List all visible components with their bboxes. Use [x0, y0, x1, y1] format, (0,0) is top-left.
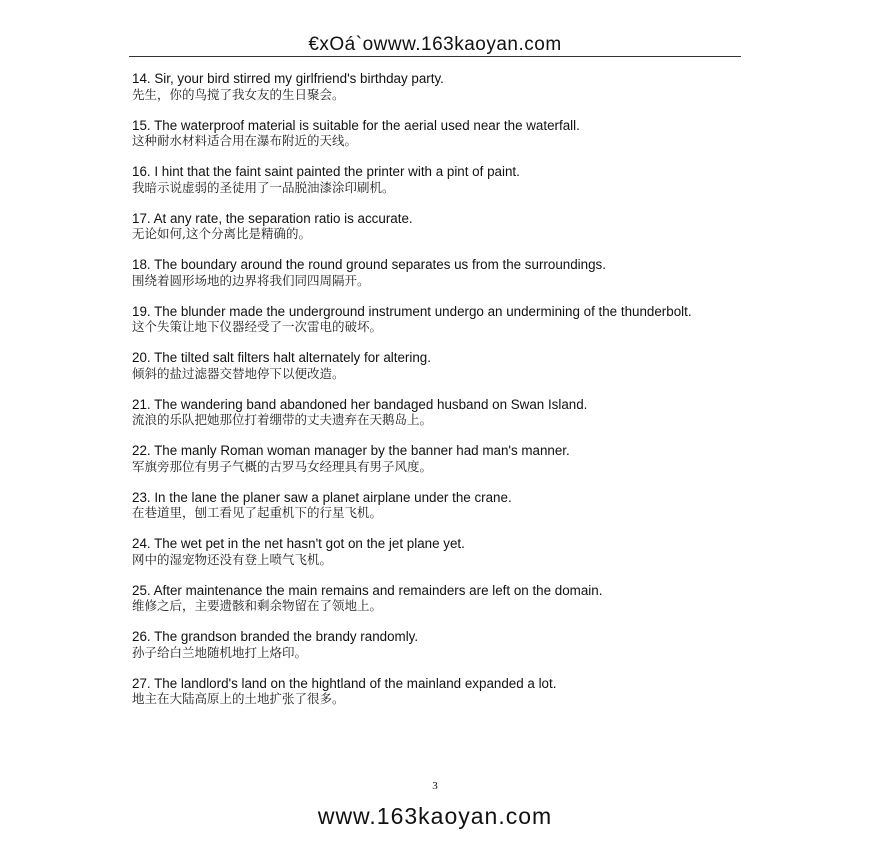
- english-sentence: 18. The boundary around the round ground separates us from the surroundings.: [132, 257, 606, 272]
- chinese-translation: 地主在大陆高原上的土地扩张了很多。: [132, 691, 345, 706]
- chinese-translation: 我暗示说虚弱的圣徒用了一品脱油漆涂印刷机。: [132, 179, 395, 195]
- sentence-entry-16: [132, 164, 740, 196]
- chinese-translation: 军旗旁那位有男子气概的古罗马女经理具有男子风度。: [132, 458, 433, 474]
- english-sentence: 26. The grandson branded the brandy randomly.: [132, 629, 419, 644]
- chinese-translation: 这个失策让地下仪器经受了一次雷电的破坏。: [132, 319, 383, 334]
- english-sentence: 25. After maintenance the main remains and remainders are left on the domain.: [132, 582, 603, 598]
- sentence-entry-27: [132, 676, 740, 708]
- chinese-translation: 先生，你的鸟搅了我女友的生日聚会。: [132, 86, 345, 102]
- sentence-entry-26: [132, 629, 740, 661]
- english-sentence: 20. The tilted salt filters halt alternately for altering.: [132, 350, 431, 365]
- sentence-list: [132, 71, 740, 722]
- page-footer: www.163kaoyan.com: [317, 803, 553, 829]
- english-sentence: 24. The wet pet in the net hasn't got on the jet plane yet.: [132, 536, 465, 551]
- sentence-entry-22: [132, 443, 740, 475]
- page-number: 3: [432, 780, 438, 792]
- sentence-entry-24: [132, 536, 740, 568]
- sentence-entry-20: [132, 350, 740, 382]
- english-sentence: 23. In the lane the planer saw a planet airplane under the crane.: [132, 489, 512, 505]
- chinese-translation: 流浪的乐队把她那位打着绷带的丈夫遗弃在天鹅岛上。: [132, 412, 433, 427]
- chinese-translation: 倾斜的盐过滤器交替地停下以便改造。: [132, 365, 345, 381]
- sentence-entry-23: [132, 490, 740, 522]
- english-sentence: 14. Sir, your bird stirred my girlfriend's birthday party.: [132, 71, 444, 86]
- english-sentence: 22. The manly Roman woman manager by the banner had man's manner.: [132, 443, 570, 458]
- sentence-entry-21: [132, 397, 740, 429]
- chinese-translation: 网中的湿宠物还没有登上喷气飞机。: [132, 551, 333, 567]
- sentence-entry-19: [132, 304, 740, 336]
- chinese-translation: 围绕着圆形场地的边界将我们同四周隔开。: [132, 272, 370, 288]
- english-sentence: 19. The blunder made the underground instrument undergo an undermining of the thunderbolt.: [132, 303, 692, 319]
- sentence-entry-15: [132, 118, 740, 150]
- chinese-translation: 这种耐水材料适合用在瀑布附近的天线。: [132, 133, 358, 148]
- sentence-entry-18: [132, 257, 740, 289]
- page-header: €xOá`owww.163kaoyan.com: [308, 34, 562, 55]
- english-sentence: 27. The landlord's land on the hightland of the mainland expanded a lot.: [132, 675, 557, 691]
- chinese-translation: 无论如何,这个分离比是精确的。: [132, 226, 311, 241]
- sentence-entry-25: [132, 583, 740, 615]
- english-sentence: 16. I hint that the faint saint painted the printer with a pint of paint.: [132, 164, 520, 179]
- english-sentence: 15. The waterproof material is suitable for the aerial used near the waterfall.: [132, 117, 580, 133]
- sentence-entry-17: [132, 211, 740, 243]
- sentence-entry-14: [132, 71, 740, 103]
- chinese-translation: 在巷道里，刨工看见了起重机下的行星飞机。: [132, 505, 383, 520]
- chinese-translation: 孙子给白兰地随机地打上烙印。: [132, 644, 308, 660]
- chinese-translation: 维修之后，主要遗骸和剩余物留在了领地上。: [132, 598, 383, 613]
- english-sentence: 21. The wandering band abandoned her bandaged husband on Swan Island.: [132, 396, 588, 412]
- header-rule: [129, 56, 741, 57]
- english-sentence: 17. At any rate, the separation ratio is accurate.: [132, 210, 413, 226]
